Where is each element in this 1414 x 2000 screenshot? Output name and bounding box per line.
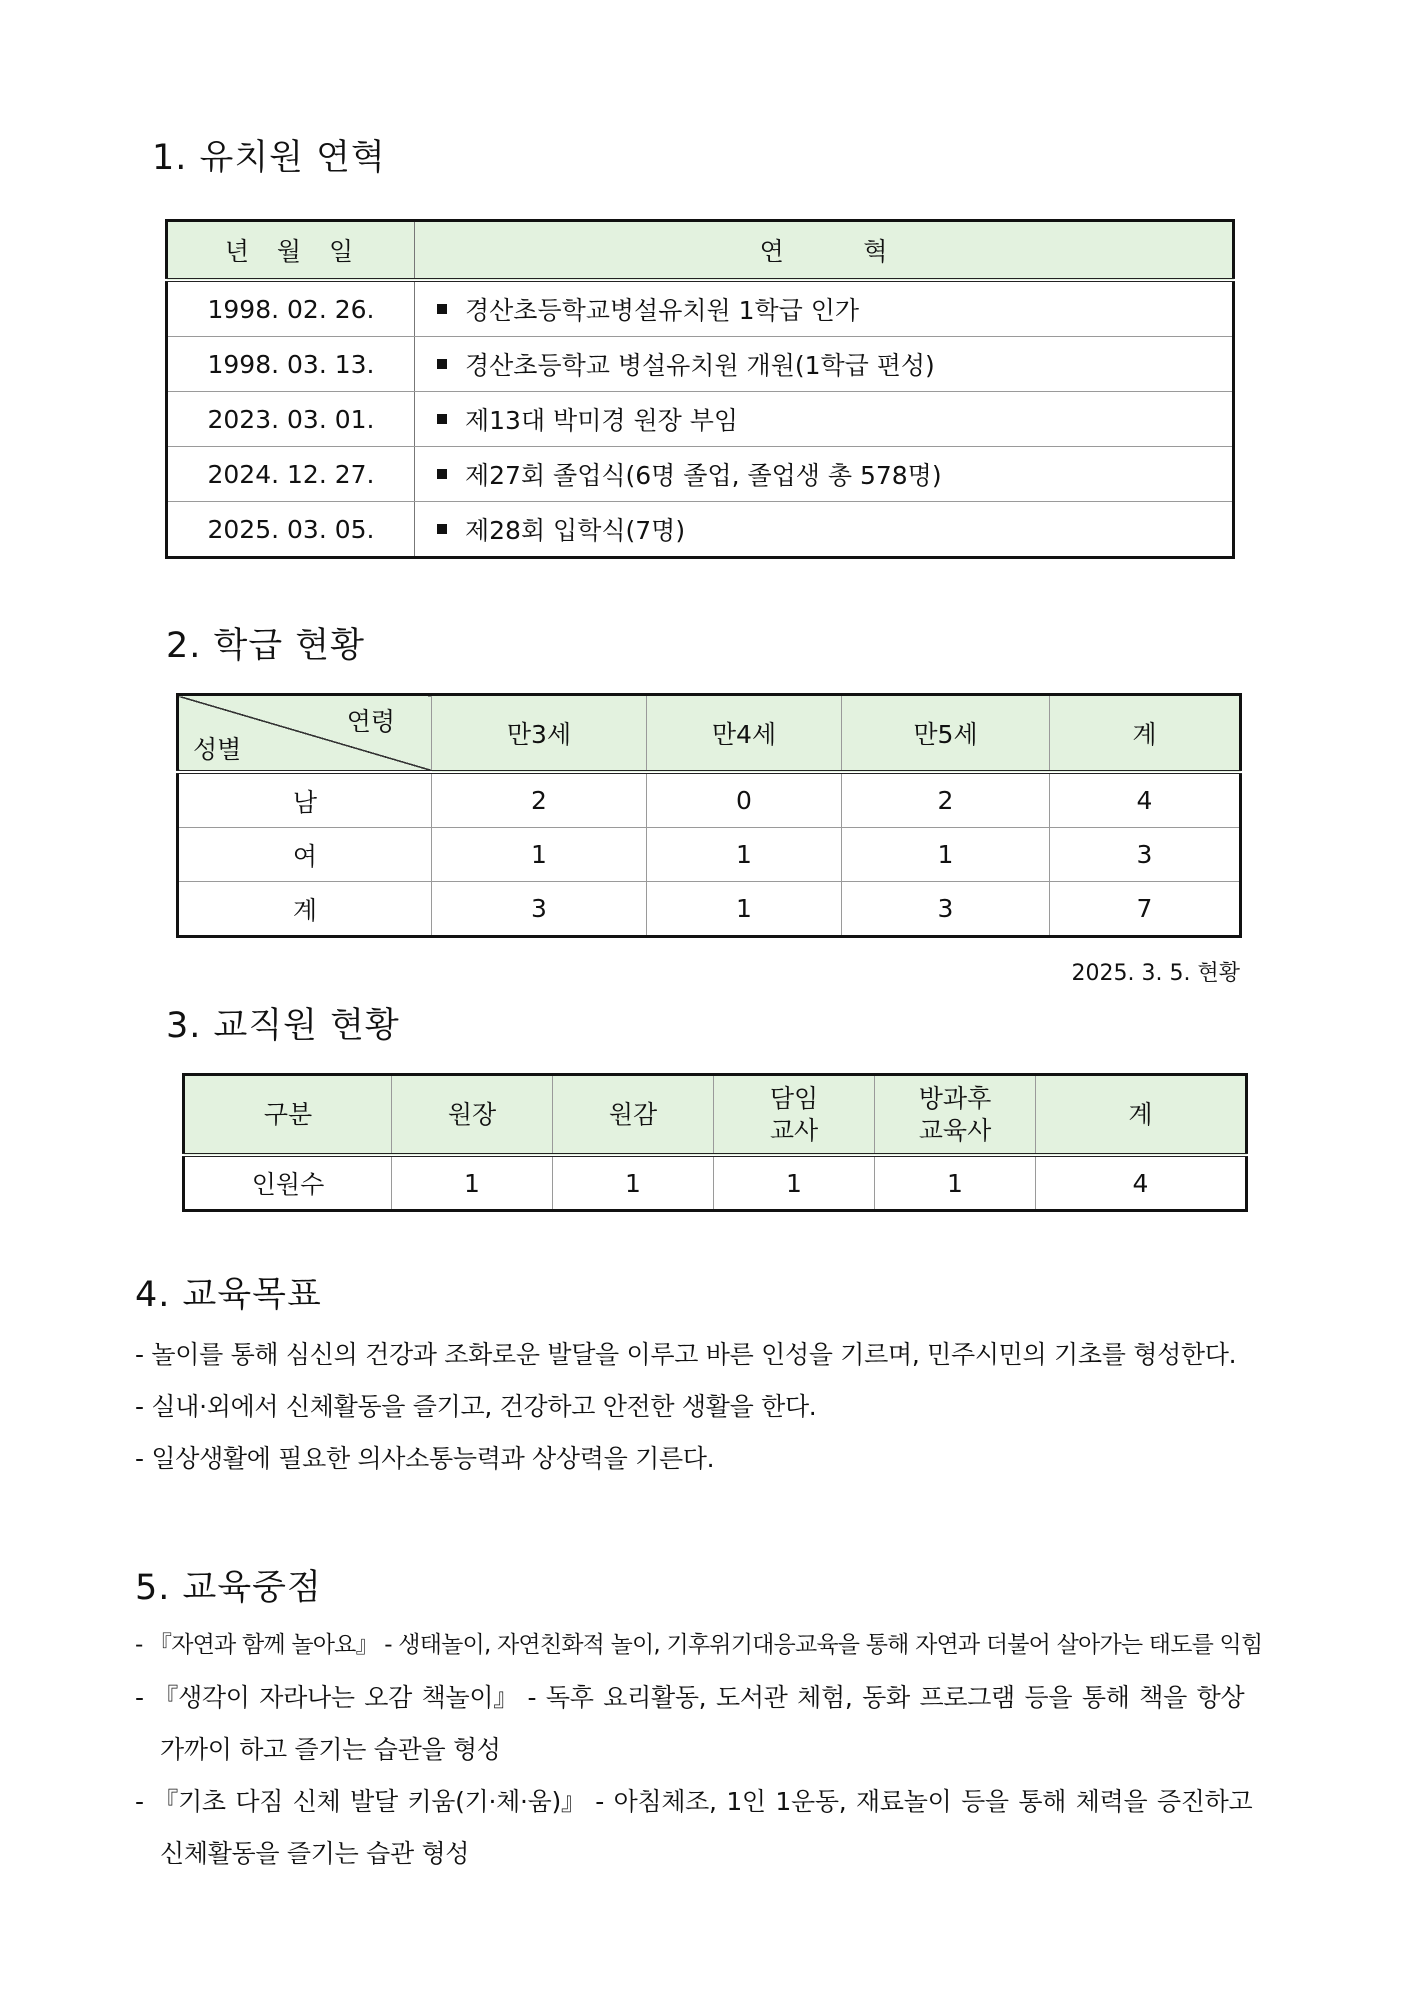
square-bullet-icon [437,359,447,369]
column-header: 원감 [553,1075,714,1156]
list-item: - 『생각이 자라나는 오감 책놀이』 - 독후 요리활동, 도서관 체험, 동화 프로그램 등을 통해 책을 항상 [135,1683,1245,1712]
table-cell: 4 [1036,1155,1247,1211]
table-cell: 1 [842,828,1050,882]
column-header: 담임 교사 [714,1075,875,1156]
table-cell: 2 [432,772,647,828]
table-cell: 1 [875,1155,1036,1211]
square-bullet-icon [437,524,447,534]
staff-status-table [182,1073,1248,1212]
history-date: 2025. 03. 05. [167,502,415,558]
history-entry: 경산초등학교 병설유치원 개원(1학급 편성) [415,337,1234,392]
table-cell: 0 [647,772,842,828]
table-row [178,828,1241,882]
table-row [167,337,1234,392]
square-bullet-icon [437,304,447,314]
table-row [178,772,1241,828]
history-header-date: 년 월 일 [167,221,415,281]
list-item: - 『기초 다짐 신체 발달 키움(기·체·움)』 - 아침체조, 1인 1운동, 재료놀이 등을 통해 체력을 증진하고 [135,1787,1253,1816]
class-table-header [178,695,1241,773]
history-table [165,219,1235,559]
education-focus-list [135,1626,1285,1886]
section5-heading: 5. 교육중점 [135,1568,322,1608]
table-row [167,502,1234,558]
row-label: 남 [178,772,432,828]
table-cell: 7 [1050,882,1241,937]
row-label: 인원수 [184,1155,392,1211]
table-cell: 3 [842,882,1050,937]
list-item: - 실내·외에서 신체활동을 즐기고, 건강하고 안전한 생활을 한다. [135,1392,817,1421]
history-entry: 경산초등학교병설유치원 1학급 인가 [415,280,1234,337]
column-header: 원장 [392,1075,553,1156]
table-cell: 1 [432,828,647,882]
history-entry: 제27회 졸업식(6명 졸업, 졸업생 총 578명) [415,447,1234,502]
section2-heading: 2. 학급 현황 [166,626,365,666]
table-cell: 1 [647,882,842,937]
list-item-continuation: 가까이 하고 즐기는 습관을 형성 [160,1735,501,1764]
table-row [184,1155,1247,1211]
staff-table-header [184,1075,1247,1156]
history-header-history: 연 혁 [415,221,1234,281]
history-date: 2023. 03. 01. [167,392,415,447]
history-entry: 제28회 입학식(7명) [415,502,1234,558]
history-date: 1998. 03. 13. [167,337,415,392]
column-header: 방과후 교육사 [875,1075,1036,1156]
history-date: 2024. 12. 27. [167,447,415,502]
table-row [167,280,1234,337]
column-header: 계 [1050,695,1241,773]
section3-heading: 3. 교직원 현황 [166,1006,400,1046]
table-cell: 1 [553,1155,714,1211]
list-item-continuation: 신체활동을 즐기는 습관 형성 [160,1839,470,1868]
column-header: 만3세 [432,695,647,773]
diagonal-header-cell [178,695,432,773]
column-header: 만5세 [842,695,1050,773]
row-label: 계 [178,882,432,937]
column-header: 계 [1036,1075,1247,1156]
corner-label-gender: 성별 [193,735,242,764]
list-item: - 『자연과 함께 놀아요』 - 생태놀이, 자연친화적 놀이, 기후위기대응교육을 통해 자연과 더불어 살아가는 태도를 익힘 [135,1632,1263,1658]
table-row [167,392,1234,447]
list-item: - 일상생활에 필요한 의사소통능력과 상상력을 기른다. [135,1444,715,1473]
table-cell: 1 [714,1155,875,1211]
corner-label-age: 연령 [346,707,395,736]
square-bullet-icon [437,414,447,424]
history-table-header [167,221,1234,281]
table-cell: 3 [432,882,647,937]
table-row [167,447,1234,502]
table-cell: 4 [1050,772,1241,828]
square-bullet-icon [437,469,447,479]
table-cell: 1 [392,1155,553,1211]
table-cell: 3 [1050,828,1241,882]
class-status-table [176,693,1242,938]
table-cell: 2 [842,772,1050,828]
section1-heading: 1. 유치원 연혁 [152,138,386,178]
education-goals-list [135,1335,1285,1485]
history-entry: 제13대 박미경 원장 부임 [415,392,1234,447]
row-label: 여 [178,828,432,882]
column-header: 만4세 [647,695,842,773]
history-date: 1998. 02. 26. [167,280,415,337]
table-cell: 1 [647,828,842,882]
status-date-note: 2025. 3. 5. 현황 [1071,961,1240,986]
column-header: 구분 [184,1075,392,1156]
table-row [178,882,1241,937]
section4-heading: 4. 교육목표 [135,1275,322,1315]
list-item: - 놀이를 통해 심신의 건강과 조화로운 발달을 이루고 바른 인성을 기르며, 민주시민의 기초를 형성한다. [135,1340,1237,1369]
